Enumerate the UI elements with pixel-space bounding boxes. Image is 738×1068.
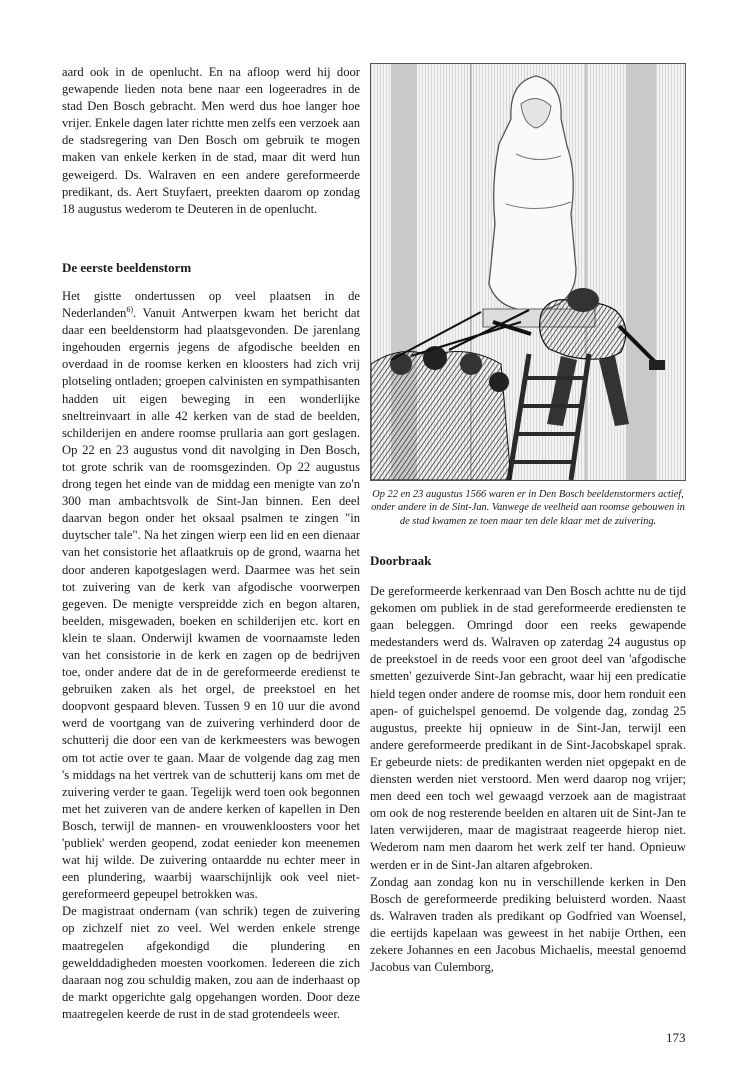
iconoclasm-engraving — [371, 64, 685, 480]
intro-paragraph: aard ook in de openlucht. En na afloop werd hij door gewapende lieden nota bene naar een logeeradres in de stad Den Bosch gebracht. Men werd dus hoe langer hoe vrijer. Enkele dagen later richtte men zelfs een verzoek aan de stadsregering van Den Bosch om gebruik te mogen maken van enkele kerken in de stad, maar dit werd hun geweigerd. Ds. Walraven en een andere gereformeerde predikant, ds. Aert Stuyfaert, preekten daarom op zondag 18 augustus wederom te Deuteren in de openlucht. — [62, 65, 360, 216]
doorbraak-paragraph-2: Zondag aan zondag kon nu in verschillende kerken in Den Bosch de gereformeerde prediking beluisterd worden. Naast ds. Walraven traden als predikant op Godfried van Woensel, die eertijds kapelaan was geweest in het nabije Orthen, een zekere Johannes en een Jacobus Michaelis, meestal genoemd Jacobus van Culemborg, — [370, 874, 686, 975]
beeldenstorm-paragraph-2: De magistraat ondernam (van schrik) tegen de zuivering op zichzelf niet zo veel. Wel werden enkele strenge maatregelen afgekondigd die plundering en gewelddadigheden moesten voorkomen. Iedereen die zich daaraan nog zou schuldig maken, zou aan de inderhaast op de markt opgerichte galg opgehangen worden. Door deze maatregelen keerde de rust in de stad grotendeels weer. — [62, 904, 360, 1021]
left-column — [62, 64, 360, 218]
page-number: 173 — [666, 1030, 686, 1045]
beeldenstorm-paragraph-1: Het gistte ondertussen op veel plaatsen in de Nederlanden$^{6)}$. Vanuit Antwerpen kwam het bericht dat daar een beeldenstorm had plaatsgevonden. De jarenlang ingehouden ergernis jegens de afgodische beelden en overdaad in de roomse kerken en kloosters had zich vrij plotseling ontladen; groepen calvinisten en sympathisanten hadden uit eigen beweging in een wonderlijke sneltreinvaart in alle 42 kerken van de stad de beelden, schilderijen en andere roomse prullaria aan gort geslagen. Op 22 en 23 augustus vond dit navolging in Den Bosch, tot grote schrik van de roomsgezinden. Op 22 augustus drong tegen het einde van de middag een menigte van zo'n 300 man ambachtsvolk de Sint-Jan binnen. Een deel daarvan begon onder het oksaal psalmen te zingen "in duytscher tale". Na het zingen wierp een lid en een dienaar van het consistorie het aflaatkruis op de grond, waarna het door anderen kapotgeslagen werd. Daarmee was het sein tot zuivering van de kerk van afgodische voorwerpen gegeven. De menigte verspreidde zich en begon altaren, beelden, misgewaden, boeken en schilderijen etc. kort en klein te slaan. Onderwijl kwamen de voornaamste leden van het consistorie in de kerk en zagen op de bedrijven toe, onder andere dat de in de gereformeerde eredienst te gebruiken zaken als het orgel, de preekstoel en het doopvont gespaard bleven. Tussen 9 en 10 uur die avond werd de voortgang van de zuivering verhinderd door de schutterij die door een van de kerkmeesters was bewogen om tot actie over te gaan. Maar de volgende dag zag men 's middags na het vertrek van de schutterij kans om met de zuivering verder te gaan. Tegelijk werd toen ook begonnen met het zuiveren van de andere kerken of kapellen in Den Bosch, terwijl de mannen- en vrouwenkloosters voor het 'publiek' werden geopend, zodat eenieder kon meenemen wat hij wilde. De zuivering ontaardde nu echter meer in een plundering, waarbij waarschijnlijk ook veel niet-gereformeerd gepeupel betrokken was. — [62, 289, 360, 902]
beeldenstorm-illustration — [370, 63, 686, 481]
doorbraak-body — [370, 583, 686, 976]
figure-caption: Op 22 en 23 augustus 1566 waren er in Den Bosch beeldenstormers actief, onder andere in de Sint-Jan. Vanwege de veelheid aan roomse gebouwen in de stad kwamen ze toen maar ten dele klaar met de zuivering. — [371, 489, 685, 527]
doorbraak-paragraph-1: De gereformeerde kerkenraad van Den Bosch achtte nu de tijd gekomen om publiek in de stad gereformeerde erediensten te gaan beleggen. Omringd door een reeks gewapende medestanders werd ds. Walraven op zaterdag 24 augustus op de preekstoel in de reeds voor een groot deel van 'afgodische smetten' gezuiverde Sint-Jan gebracht, waar hij een predicatie hield tegen onder andere de roomse mis, door hem ronduit een apen- of guichelspel genoemd. De volgende dag, zondag 25 augustus, preekte hij opnieuw in de Sint-Jan, terwijl een andere gereformeerde predikant in de Sint-Jacobskapel sprak. Er gebeurde niets: de predikanten werden niet opgepakt en de diensten werden niet verstoord. Men werd daarop nog vrijer; men deed een toch wel gewaagd verzoek aan de magistraat om ook de nog resterende beelden en altaren uit de Sint-Jan te laten verwijderen, maar de magistraat reageerde hierop niet. Wederom nam men daarom het werk zelf ter hand. Opnieuw werden er in de Sint-Jan altaren afgebroken. — [370, 584, 686, 872]
footnote-marker[interactable]: 6) — [126, 304, 134, 314]
beeldenstorm-body — [62, 288, 360, 1023]
section-heading-beeldenstorm: De eerste beeldenstorm — [62, 260, 192, 275]
section-heading-doorbraak: Doorbraak — [370, 553, 432, 568]
